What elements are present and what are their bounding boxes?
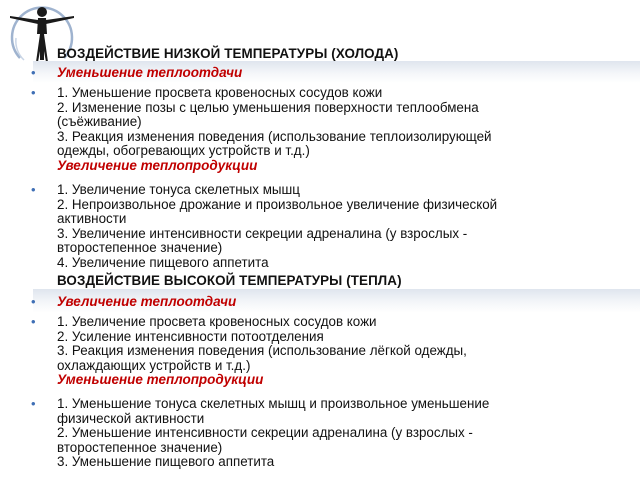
list-item (57, 66, 637, 80)
text-line: 2. Усиление интенсивности потоотделения (57, 328, 324, 344)
text-line: одежды, обогревающих устройств и т.д.) (57, 143, 310, 159)
text-line: охлаждающих устройств и т.д.) (57, 357, 251, 373)
text-line: 4. Увеличение пищевого аппетита (57, 254, 269, 270)
category-label: Уменьшение теплоотдачи (57, 65, 243, 80)
text-line: второстепенное значение) (57, 439, 223, 455)
list-item (57, 183, 637, 271)
list-item (57, 295, 637, 309)
text-line: физической активности (57, 410, 205, 426)
bullet-icon: • (31, 65, 36, 80)
text-line: 1. Увеличение просвета кровеносных сосудов кожи (57, 314, 377, 329)
category-label: Уменьшение теплопродукции (57, 372, 264, 388)
list-item (57, 397, 637, 470)
text-line: 1. Уменьшение просвета кровеносных сосудов кожи (57, 85, 383, 100)
text-line: 3. Реакция изменения поведения (использование теплоизолирующей (57, 128, 492, 144)
text-line: 2. Уменьшение интенсивности секреции адреналина (у взрослых - (57, 425, 473, 441)
bullet-icon: • (31, 85, 36, 100)
text-line: 3. Увеличение интенсивности секреции адреналина (у взрослых - (57, 225, 468, 241)
text-line: 2. Изменение позы с целью уменьшения поверхности теплообмена (57, 99, 479, 115)
list-item (57, 315, 637, 387)
bullet-icon: • (31, 294, 36, 309)
text-line: 3. Реакция изменения поведения (использование лёгкой одежды, (57, 343, 467, 359)
category-label: Увеличение теплопродукции (57, 157, 258, 173)
category-label: Увеличение теплоотдачи (57, 294, 237, 309)
text-line: 1. Увеличение тонуса скелетных мышц (57, 182, 300, 197)
text-line: второстепенное значение) (57, 240, 223, 256)
bullet-icon: • (31, 182, 36, 197)
section-heading-heat: ВОЗДЕЙСТВИЕ ВЫСОКОЙ ТЕМПЕРАТУРЫ (ТЕПЛА) (57, 273, 402, 288)
text-line: 2. Непроизвольное дрожание и произвольное увеличение физической (57, 196, 498, 212)
text-line: 3. Уменьшение пищевого аппетита (57, 454, 275, 470)
list-item (57, 86, 637, 173)
text-line: (съёживание) (57, 114, 142, 130)
text-line: 1. Уменьшение тонуса скелетных мышц и произвольное уменьшение (57, 396, 490, 411)
bullet-icon: • (31, 314, 36, 329)
section-heading-cold: ВОЗДЕЙСТВИЕ НИЗКОЙ ТЕМПЕРАТУРЫ (ХОЛОДА) (57, 46, 399, 61)
bullet-icon: • (31, 396, 36, 411)
text-line: активности (57, 211, 127, 227)
